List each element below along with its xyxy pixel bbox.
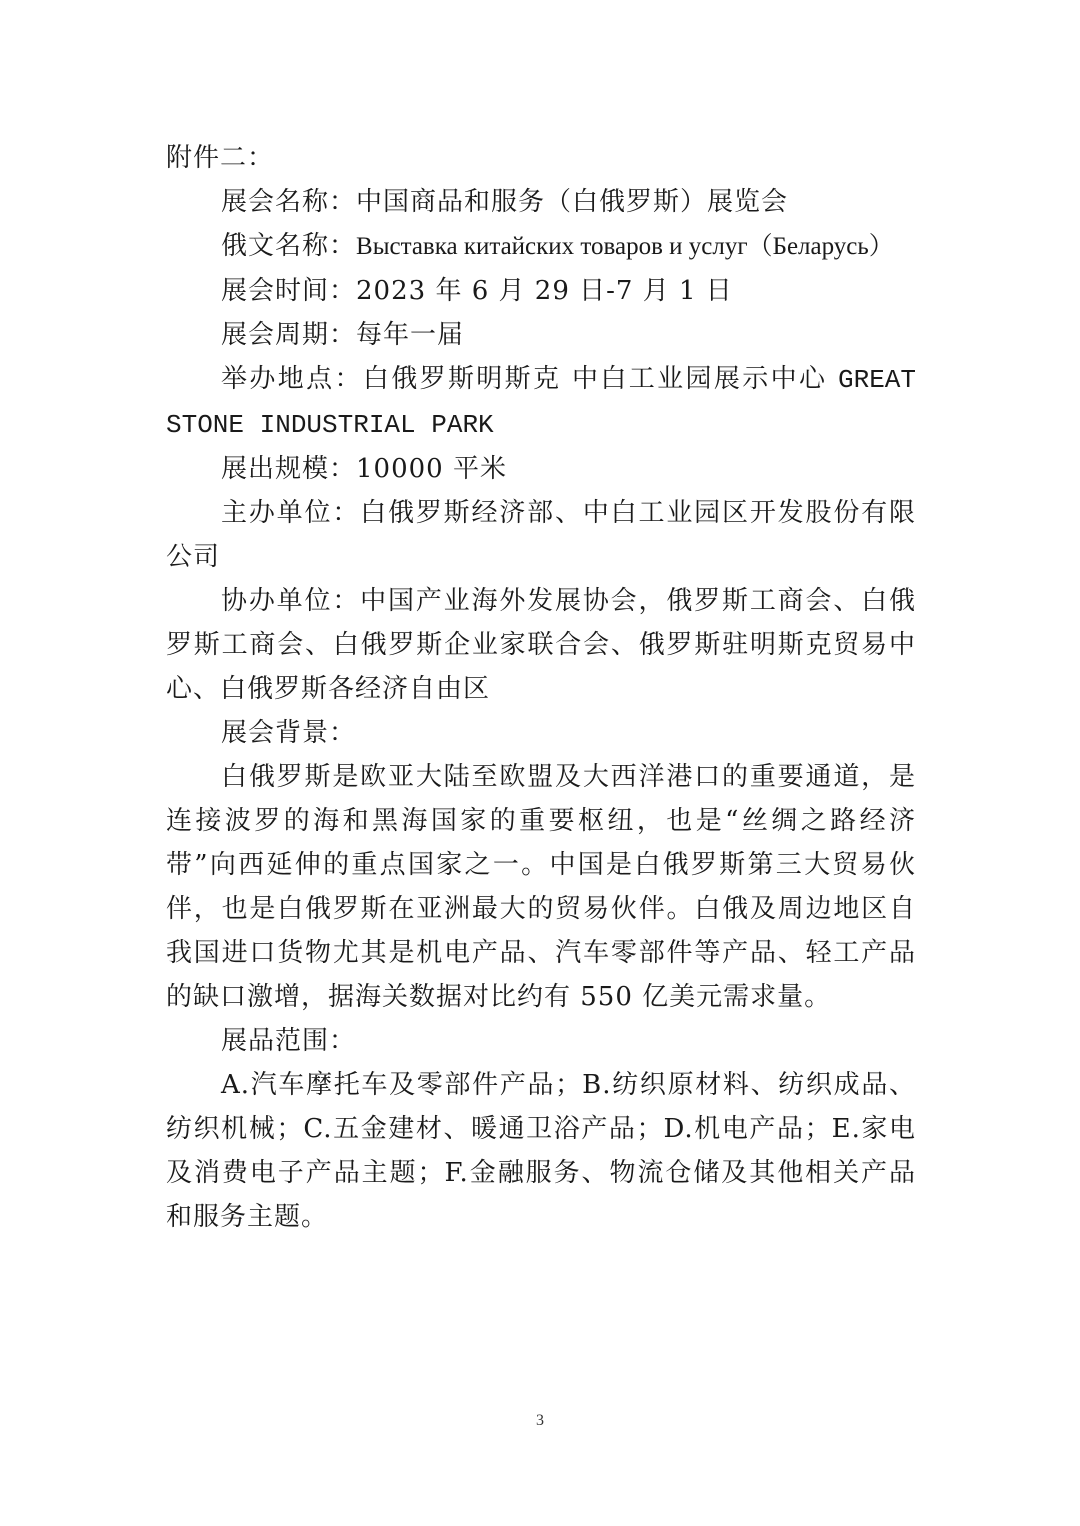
field-value: 中国产业海外发展协会，俄罗斯工商会、白俄罗斯工商会、白俄罗斯企业家联合会、俄罗斯驻明斯克贸易中心、白俄罗斯各经济自由区 [166, 586, 916, 704]
field-label: 展会周期： [221, 320, 357, 350]
field-label: 展会名称： [221, 187, 357, 217]
field-scale [166, 447, 916, 491]
field-value: Выставка китайских товаров и услуг（Беларусь） [356, 233, 894, 260]
field-label: 展出规模： [221, 454, 357, 484]
field-value: 中国商品和服务（白俄罗斯）展览会 [356, 187, 789, 217]
field-label: 俄文名称： [221, 231, 357, 261]
field-label: 举办地点： [221, 364, 363, 394]
page-number: 3 [536, 1412, 544, 1429]
field-value-english: GREAT STONE INDUSTRIAL PARK [166, 365, 916, 440]
field-value: 白俄罗斯明斯克 中白工业园展示中心 [362, 364, 838, 394]
field-value: 白俄罗斯经济部、中白工业园区开发股份有限公司 [166, 498, 916, 572]
background-heading: 展会背景： [221, 718, 357, 748]
field-value: 2023 年 6 月 29 日-7 月 1 日 [356, 276, 733, 306]
field-label: 协办单位： [221, 586, 361, 616]
field-co-organizer [166, 579, 916, 711]
field-venue [166, 357, 916, 447]
field-exhibition-name [166, 180, 916, 224]
field-label: 主办单位： [221, 498, 361, 528]
document-body [166, 136, 916, 1239]
field-value: 每年一届 [356, 320, 465, 350]
background-paragraph: 白俄罗斯是欧亚大陆至欧盟及大西洋港口的重要通道，是连接波罗的海和黑海国家的重要枢纽，也是“丝绸之路经济带”向西延伸的重点国家之一。中国是白俄罗斯第三大贸易伙伴，也是白俄罗斯在亚洲最大的贸易伙伴。白俄及周边地区自我国进口货物尤其是机电产品、汽车零部件等产品、轻工产品的缺口激增，据海关数据对比约有 550 亿美元需求量。 [166, 762, 916, 1012]
scope-paragraph: A.汽车摩托车及零部件产品；B.纺织原材料、纺织成品、纺织机械；C.五金建材、暖通卫浴产品；D.机电产品；E.家电及消费电子产品主题；F.金融服务、物流仓储及其他相关产品和服务主题。 [166, 1070, 916, 1232]
attachment-label: 附件二： [166, 143, 275, 173]
field-organizer [166, 491, 916, 579]
field-exhibition-time [166, 269, 916, 313]
field-exhibition-cycle [166, 313, 916, 357]
scope-heading: 展品范围： [221, 1026, 357, 1056]
field-label: 展会时间： [221, 276, 357, 306]
field-russian-name [166, 224, 916, 269]
field-value: 10000 平米 [356, 454, 507, 484]
